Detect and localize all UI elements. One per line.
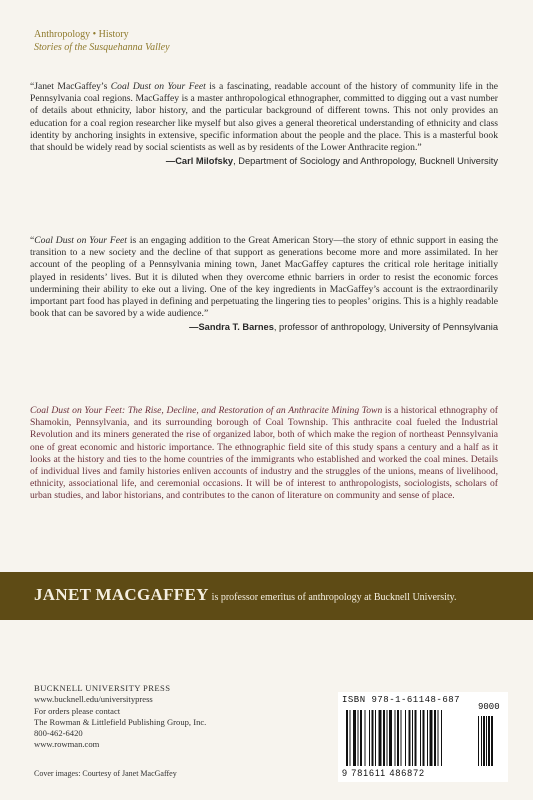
blurb-attribution [30,155,498,167]
barcode-bar [372,710,374,766]
author-name: JANET MACGAFFEY [34,585,209,604]
barcode-bar [423,710,425,766]
orders-label: For orders please contact [34,705,121,716]
barcode-bar [430,710,433,766]
barcode-number: 9 781611 486872 [342,768,425,778]
press-url: www.bucknell.edu/universitypress [34,694,153,705]
blurb-barnes [30,235,498,334]
cover-credit: Cover images: Courtesy of Janet MacGaffey [34,769,177,778]
series-title: Stories of the Susquehanna Valley [34,42,170,53]
barcode-bar [353,710,356,766]
barcode-addon-bar [486,716,487,766]
blurb-body: is an engaging addition to the Great American Story—the story of ethnic support in easing the transition to a new society and the decline of that support as generations become more and more assimilated. In her account of the peopling of a Pennsylvania mining town, Janet MacGaffey captures the critical role heritage initially played in residents’ lives. But it is diluted when they overcome ethnic barriers in order to resist the economic forces undermining their ability to eke out a living. One of the key ingredients in MacGaffey’s account is the extraordinarily important part food has played in defining and perpetuating the lingering ties to peoples’ origins. This is a highly readable book that can be savored by a wide audience.” [30,235,498,320]
publisher-url: www.rowman.com [34,739,100,750]
series-subjects: Anthropology • History [34,29,129,40]
author-band [0,572,533,620]
barcode-bar [441,710,442,766]
publisher-name: The Rowman & Littlefield Publishing Group, Inc. [34,716,207,727]
barcode-bars [346,710,500,766]
barcode-bar [427,710,428,766]
author-bio [34,585,513,605]
description-book-title: Coal Dust on Your Feet: The Rise, Decline, and Restoration of an Anthracite Mining Town [30,405,383,416]
barcode-bar [438,710,439,766]
barcode-bar [369,710,370,766]
barcode-bar [409,710,411,766]
blurb-text [30,81,498,154]
isbn-label: ISBN 978-1-61148-687 [342,695,461,705]
barcode-bar [434,710,436,766]
barcode-addon-bar [478,716,479,766]
barcode-bar [412,710,413,766]
barcode-bar [415,710,417,766]
press-name: BUCKNELL UNIVERSITY PRESS [34,683,171,693]
barcode-bar [401,710,402,766]
blurb-text [30,235,498,320]
barcode-bar [379,710,382,766]
description-body: is a historical ethnography of Shamokin, Pennsylvania, and its surrounding borough of Coal Township. This anthracite coal fueled the Industrial Revolution and its miners generated the rise of organized labor, both of which make the region of northeast Pennsylvania one of great economic and historic importance. The ethnographic field site of this study spans a century and a half as it looks at the history and ties to the home countries of the immigrants who established and worked the coal mines. Details of individual lives and family histories enliven accounts of industry and the struggles of the unions, means of livelihood, ethnicity, associational life, and ceremonial occasions. It will be of interest to anthropologists, sociologists, scholars of urban studies, and labor historians, and contributes to the canon of literature on community and sense of place. [30,405,498,502]
blurb-author-name: —Carl Milofsky [165,156,234,167]
barcode-bar [358,710,359,766]
barcode [338,692,508,782]
blurb-author-affiliation: , professor of anthropology, University of Pennsylvania [273,322,498,333]
barcode-addon-bar [483,716,485,766]
barcode-bar [350,710,351,766]
blurb-attribution [30,321,498,333]
barcode-bar [397,710,399,766]
barcode-bar [389,710,392,766]
barcode-addon-bar [481,716,482,766]
barcode-bar [420,710,421,766]
blurb-book-title: Coal Dust on Your Feet [110,81,206,92]
blurb-author-name: —Sandra T. Barnes [189,322,274,333]
barcode-bar [383,710,385,766]
barcode-addon-bar [488,716,490,766]
barcode-bar [387,710,388,766]
blurb-open: “ [30,235,35,246]
publisher-info [34,683,206,751]
series-label [34,28,170,54]
barcode-bar [360,710,362,766]
barcode-bar [365,710,366,766]
barcode-bar [375,710,376,766]
price-addon: 9000 [478,702,500,712]
publisher-phone: 800-462-6420 [34,728,83,739]
author-bio-text: is professor emeritus of anthropology at Bucknell University. [211,592,457,603]
blurb-milofsky [30,81,498,167]
barcode-addon-bar [491,716,493,766]
blurb-body: is a fascinating, readable account of the history of community life in the Pennsylvania coal regions. MacGaffey is a master anthropological ethnographer, committed to digging out a vast number of details about ethnicity, labor history, and the particular background of different towns. This not only provides an education for a coal region researcher like myself but also gives a general theoretical understanding of ethnicity and class identity by anchoring insights in extensive, specific information about the people and the place. This is a masterful book that should be widely read by social scientists as well as by residents of the Lower Anthracite region.” [30,81,499,154]
book-description [30,405,498,503]
blurb-book-title: Coal Dust on Your Feet [34,235,127,246]
barcode-bar [395,710,396,766]
blurb-author-affiliation: , Department of Sociology and Anthropology, Bucknell University [233,156,498,167]
barcode-bar [346,710,348,766]
blurb-open: “Janet MacGaffey’s [30,81,111,92]
barcode-bar [405,710,406,766]
